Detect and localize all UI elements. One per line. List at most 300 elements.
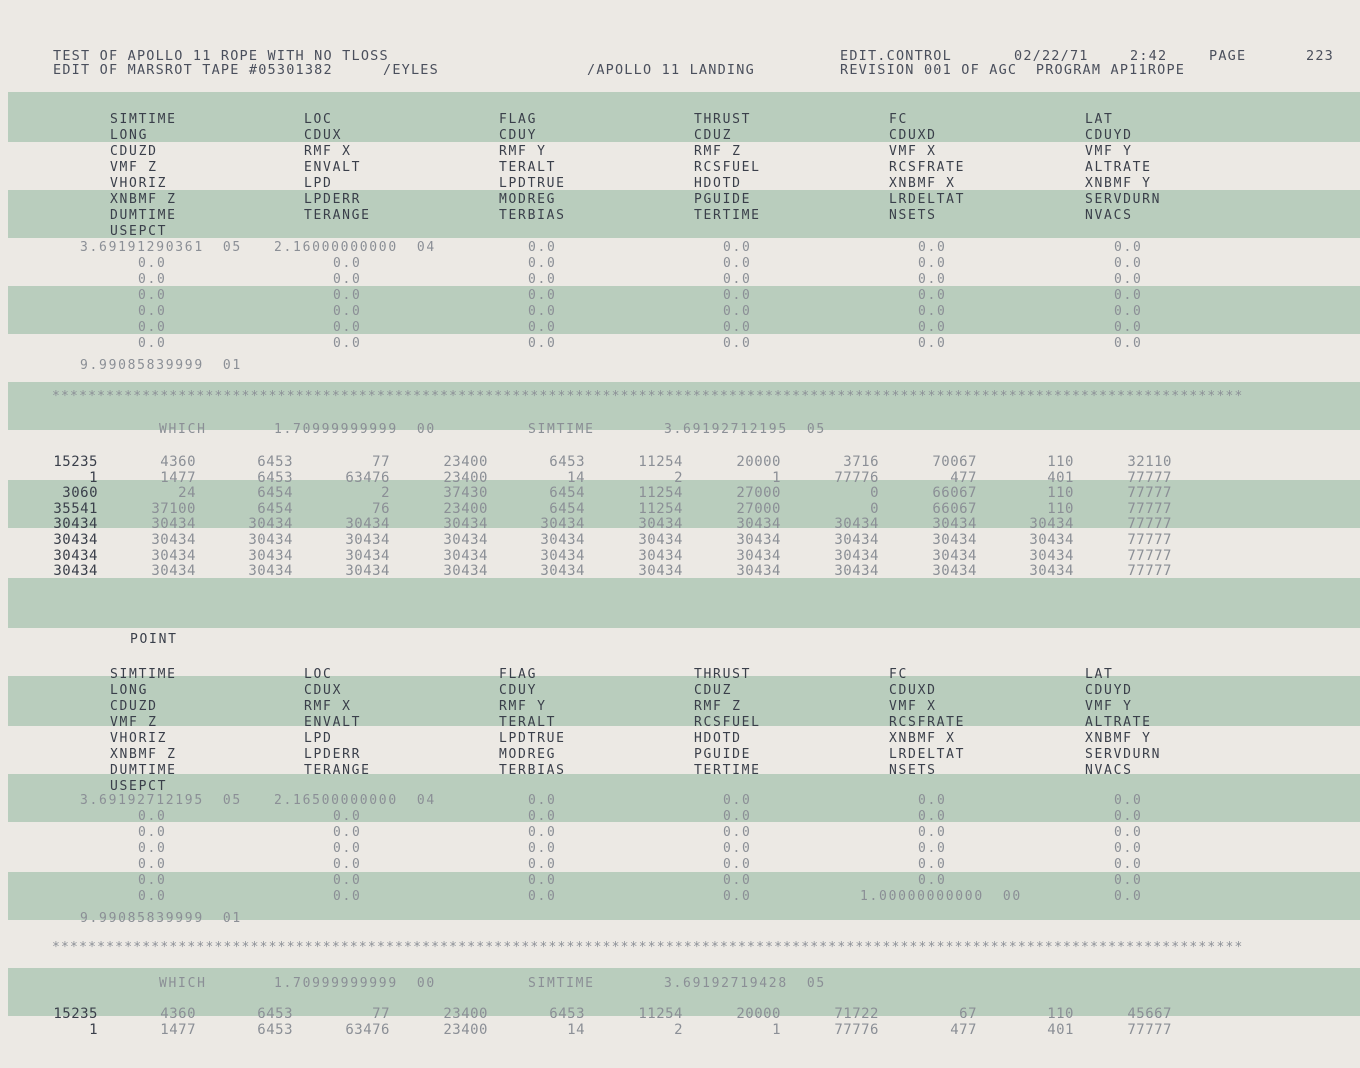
octal-cell: 11254: [638, 485, 683, 502]
value-zero: 0.0: [1114, 873, 1143, 888]
value-zero: 0.0: [723, 320, 752, 335]
value-zero: 0.0: [918, 256, 947, 271]
simtime-label: SIMTIME: [528, 422, 595, 437]
variable-name: LONG: [110, 683, 149, 698]
octal-cell: 23400: [443, 1006, 488, 1022]
value-zero: 0.0: [918, 809, 947, 824]
octal-cell: 30434: [345, 532, 390, 548]
value-zero: 0.0: [333, 336, 362, 351]
variable-name: LONG: [110, 128, 149, 143]
value-zero: 0.0: [138, 304, 167, 319]
octal-cell: 77777: [1127, 516, 1172, 533]
value-loc: 2.16500000000 04: [274, 793, 436, 808]
variable-name: CDUZD: [110, 699, 158, 714]
value-zero: 0.0: [138, 857, 167, 872]
octal-cell: 77777: [1127, 563, 1172, 580]
variable-name: LPDERR: [304, 747, 362, 762]
octal-cell: 77776: [834, 469, 879, 486]
variable-name: THRUST: [694, 112, 752, 127]
octal-cell: 30434: [736, 563, 781, 580]
variable-name: CDUXD: [889, 128, 937, 143]
octal-cell: 11254: [638, 500, 683, 517]
variable-name: ALTRATE: [1085, 715, 1152, 730]
variable-name: VMF Z: [110, 715, 158, 730]
header-page-label: PAGE: [1209, 48, 1247, 64]
variable-name: RMF X: [304, 699, 352, 714]
value-zero: 0.0: [528, 304, 557, 319]
variable-name: VMF X: [889, 144, 937, 159]
octal-cell: 30434: [53, 516, 98, 533]
variable-name: CDUY: [499, 683, 538, 698]
value-zero: 0.0: [723, 336, 752, 351]
value-zero: 0.0: [528, 336, 557, 351]
value-zero: 0.0: [918, 288, 947, 303]
octal-cell: 77777: [1127, 1021, 1172, 1038]
variable-name: FLAG: [499, 112, 538, 127]
value-zero: 0.0: [138, 272, 167, 287]
paper-band: [8, 286, 1360, 334]
octal-cell: 20000: [736, 1006, 781, 1022]
header-revision: REVISION 001 OF AGC PROGRAM AP11ROPE: [840, 62, 1186, 78]
variable-name: LOC: [304, 112, 333, 127]
octal-cell: 30434: [248, 532, 293, 548]
value-zero: 0.0: [918, 336, 947, 351]
octal-cell: 401: [1047, 469, 1074, 486]
octal-cell: 30434: [932, 532, 977, 548]
value-zero: 0.0: [723, 889, 752, 904]
variable-name: RCSFRATE: [889, 715, 966, 730]
octal-cell: 30434: [151, 547, 196, 564]
value-zero: 0.0: [723, 825, 752, 840]
octal-cell: 30434: [345, 547, 390, 564]
paper-band: [8, 578, 1360, 628]
octal-cell: 35541: [53, 500, 98, 517]
variable-name: LPDERR: [304, 192, 362, 207]
octal-cell: 30434: [736, 547, 781, 564]
octal-cell: 6453: [257, 1021, 293, 1038]
octal-cell: 30434: [1029, 563, 1074, 580]
variable-name: CDUX: [304, 683, 343, 698]
variable-name: SERVDURN: [1085, 747, 1162, 762]
octal-cell: 6454: [257, 500, 293, 517]
value-zero: 0.0: [333, 841, 362, 856]
octal-cell: 66067: [932, 500, 977, 517]
value-zero: 0.0: [1114, 857, 1143, 872]
variable-name: NSETS: [889, 763, 937, 778]
variable-name: TERTIME: [694, 763, 761, 778]
octal-cell: 3716: [843, 454, 879, 470]
value-zero: 0.0: [528, 809, 557, 824]
value-simtime: 3.69191290361 05: [80, 240, 242, 255]
variable-name: CDUZ: [694, 683, 733, 698]
octal-cell: 67: [959, 1006, 977, 1022]
octal-cell: 63476: [345, 1021, 390, 1038]
header-author: /EYLES: [383, 62, 439, 78]
variable-name: VHORIZ: [110, 176, 168, 191]
octal-cell: 30434: [736, 532, 781, 548]
value-zero: 0.0: [723, 288, 752, 303]
value-zero: 0.0: [528, 272, 557, 287]
octal-cell: 30434: [932, 563, 977, 580]
octal-cell: 30434: [248, 563, 293, 580]
variable-name: RMF Z: [694, 144, 742, 159]
header-title: TEST OF APOLLO 11 ROPE WITH NO TLOSS: [53, 48, 389, 64]
value-usepct: 9.99085839999 01: [80, 358, 242, 373]
octal-cell: 1477: [160, 469, 196, 486]
variable-name: DUMTIME: [110, 208, 177, 223]
octal-cell: 30434: [1029, 532, 1074, 548]
variable-name: FC: [889, 667, 909, 682]
value-zero: 0.0: [138, 288, 167, 303]
variable-name: THRUST: [694, 667, 752, 682]
value-zero: 0.0: [723, 240, 752, 255]
value-zero: 0.0: [918, 873, 947, 888]
variable-name: NSETS: [889, 208, 937, 223]
octal-cell: 30434: [443, 563, 488, 580]
value-zero: 0.0: [333, 873, 362, 888]
octal-cell: 30434: [443, 516, 488, 533]
value-zero: 0.0: [138, 320, 167, 335]
octal-cell: 30434: [540, 516, 585, 533]
variable-name: USEPCT: [110, 779, 168, 794]
octal-cell: 30434: [638, 516, 683, 533]
variable-name: FLAG: [499, 667, 538, 682]
variable-name: ENVALT: [304, 160, 362, 175]
octal-cell: 76: [372, 500, 390, 517]
variable-name: TERANGE: [304, 208, 371, 223]
octal-cell: 30434: [834, 516, 879, 533]
octal-cell: 30434: [53, 532, 98, 548]
variable-name: ENVALT: [304, 715, 362, 730]
octal-cell: 6454: [257, 485, 293, 502]
variable-name: XNBMF X: [889, 731, 956, 746]
octal-cell: 45667: [1127, 1006, 1172, 1022]
octal-cell: 30434: [540, 547, 585, 564]
header-time: 2:42: [1130, 48, 1168, 64]
value-zero: 0.0: [918, 857, 947, 872]
octal-cell: 2: [674, 1021, 683, 1038]
variable-name: TERBIAS: [499, 208, 566, 223]
octal-cell: 77777: [1127, 500, 1172, 517]
variable-name: CDUZD: [110, 144, 158, 159]
octal-cell: 30434: [151, 563, 196, 580]
octal-cell: 6454: [549, 500, 585, 517]
octal-cell: 77777: [1127, 532, 1172, 548]
variable-name: CDUZ: [694, 128, 733, 143]
value-zero: 0.0: [333, 320, 362, 335]
octal-cell: 30434: [932, 516, 977, 533]
value-zero: 0.0: [918, 825, 947, 840]
octal-cell: 1477: [160, 1021, 196, 1038]
variable-name: RMF Y: [499, 144, 547, 159]
value-zero: 0.0: [528, 320, 557, 335]
octal-cell: 77: [372, 454, 390, 470]
value-zero: 0.0: [1114, 288, 1143, 303]
variable-name: VHORIZ: [110, 731, 168, 746]
value-zero: 0.0: [138, 873, 167, 888]
value-zero: 0.0: [333, 288, 362, 303]
octal-cell: 30434: [248, 547, 293, 564]
octal-cell: 4360: [160, 1006, 196, 1022]
octal-cell: 30434: [736, 516, 781, 533]
octal-cell: 30434: [932, 547, 977, 564]
variable-name: CDUYD: [1085, 683, 1133, 698]
variable-name: RMF Y: [499, 699, 547, 714]
value-zero: 0.0: [1114, 320, 1143, 335]
octal-cell: 77: [372, 1006, 390, 1022]
paper-band: [8, 92, 1360, 142]
octal-cell: 70067: [932, 454, 977, 470]
value-zero: 0.0: [138, 825, 167, 840]
value-zero: 0.0: [918, 793, 947, 808]
value-zero: 0.0: [333, 809, 362, 824]
value-zero: 0.0: [528, 841, 557, 856]
value-zero: 0.0: [918, 240, 947, 255]
octal-cell: 30434: [540, 563, 585, 580]
octal-cell: 30434: [638, 532, 683, 548]
variable-name: LOC: [304, 667, 333, 682]
value-zero: 0.0: [528, 288, 557, 303]
octal-cell: 37430: [443, 485, 488, 502]
variable-name: CDUXD: [889, 683, 937, 698]
value-zero: 0.0: [723, 793, 752, 808]
variable-name: CDUY: [499, 128, 538, 143]
variable-name: RCSFUEL: [694, 160, 761, 175]
which-label: WHICH: [159, 422, 207, 437]
which-label: WHICH: [159, 976, 207, 991]
simtime-value: 3.69192719428 05: [664, 976, 826, 991]
octal-cell: 11254: [638, 1006, 683, 1022]
octal-cell: 30434: [1029, 516, 1074, 533]
octal-cell: 71722: [834, 1006, 879, 1022]
octal-cell: 24: [178, 485, 196, 502]
value-fc: 1.00000000000 00: [860, 889, 1022, 904]
header-date: 02/22/71: [1014, 48, 1089, 64]
variable-name: VMF X: [889, 699, 937, 714]
variable-name: PGUIDE: [694, 192, 752, 207]
octal-cell: 477: [950, 469, 977, 486]
value-zero: 0.0: [333, 256, 362, 271]
octal-cell: 77777: [1127, 469, 1172, 486]
value-zero: 0.0: [1114, 272, 1143, 287]
point-label: POINT: [130, 632, 178, 647]
variable-name: SIMTIME: [110, 112, 177, 127]
octal-cell: 4360: [160, 454, 196, 470]
octal-cell: 30434: [53, 563, 98, 580]
variable-name: SIMTIME: [110, 667, 177, 682]
value-zero: 0.0: [1114, 336, 1143, 351]
variable-name: VMF Z: [110, 160, 158, 175]
octal-cell: 30434: [443, 532, 488, 548]
header-edit-control: EDIT.CONTROL: [840, 48, 952, 64]
value-zero: 0.0: [528, 857, 557, 872]
value-zero: 0.0: [528, 873, 557, 888]
octal-cell: 30434: [151, 532, 196, 548]
value-zero: 0.0: [528, 793, 557, 808]
octal-cell: 30434: [638, 563, 683, 580]
asterisk-separator: ************************************************************************************************************************************: [52, 940, 1244, 955]
variable-name: VMF Y: [1085, 144, 1133, 159]
octal-cell: 110: [1047, 500, 1074, 517]
variable-name: TERALT: [499, 715, 557, 730]
variable-name: RCSFRATE: [889, 160, 966, 175]
octal-cell: 30434: [53, 547, 98, 564]
variable-name: RMF X: [304, 144, 352, 159]
octal-cell: 27000: [736, 500, 781, 517]
variable-name: SERVDURN: [1085, 192, 1162, 207]
octal-cell: 77776: [834, 1021, 879, 1038]
octal-cell: 477: [950, 1021, 977, 1038]
octal-cell: 30434: [248, 516, 293, 533]
value-zero: 0.0: [1114, 256, 1143, 271]
variable-name: NVACS: [1085, 208, 1133, 223]
value-zero: 0.0: [723, 857, 752, 872]
octal-cell: 27000: [736, 485, 781, 502]
variable-name: HDOTD: [694, 176, 742, 191]
octal-cell: 11254: [638, 454, 683, 470]
octal-cell: 0: [870, 485, 879, 502]
octal-cell: 1: [772, 1021, 781, 1038]
octal-cell: 30434: [443, 547, 488, 564]
octal-cell: 30434: [834, 563, 879, 580]
octal-cell: 6453: [549, 1006, 585, 1022]
octal-cell: 1: [89, 1021, 98, 1038]
header-page-number: 223: [1306, 48, 1334, 64]
variable-name: TERBIAS: [499, 763, 566, 778]
octal-cell: 6453: [257, 469, 293, 486]
value-zero: 0.0: [918, 320, 947, 335]
value-zero: 0.0: [723, 841, 752, 856]
octal-cell: 23400: [443, 500, 488, 517]
paper-band: [8, 676, 1360, 726]
value-zero: 0.0: [723, 256, 752, 271]
value-zero: 0.0: [1114, 825, 1143, 840]
value-zero: 0.0: [138, 256, 167, 271]
octal-cell: 66067: [932, 485, 977, 502]
octal-cell: 1: [772, 469, 781, 486]
octal-cell: 0: [870, 500, 879, 517]
value-zero: 0.0: [918, 841, 947, 856]
value-zero: 0.0: [1114, 809, 1143, 824]
octal-cell: 30434: [151, 516, 196, 533]
variable-name: MODREG: [499, 192, 557, 207]
variable-name: XNBMF Z: [110, 747, 177, 762]
asterisk-separator: ************************************************************************************************************************************: [52, 389, 1244, 404]
variable-name: LAT: [1085, 112, 1114, 127]
octal-cell: 30434: [638, 547, 683, 564]
variable-name: LPD: [304, 731, 333, 746]
variable-name: MODREG: [499, 747, 557, 762]
octal-cell: 1: [89, 469, 98, 486]
value-zero: 0.0: [138, 841, 167, 856]
octal-cell: 110: [1047, 485, 1074, 502]
variable-name: LPDTRUE: [499, 731, 566, 746]
value-zero: 0.0: [528, 256, 557, 271]
octal-cell: 110: [1047, 1006, 1074, 1022]
which-value: 1.70999999999 00: [274, 976, 436, 991]
value-zero: 0.0: [138, 336, 167, 351]
variable-name: XNBMF Y: [1085, 731, 1152, 746]
variable-name: RMF Z: [694, 699, 742, 714]
value-zero: 0.0: [528, 240, 557, 255]
octal-cell: 3060: [62, 485, 98, 502]
octal-cell: 6453: [257, 1006, 293, 1022]
octal-cell: 15235: [53, 454, 98, 470]
octal-cell: 30434: [834, 532, 879, 548]
variable-name: TERALT: [499, 160, 557, 175]
variable-name: ALTRATE: [1085, 160, 1152, 175]
octal-cell: 110: [1047, 454, 1074, 470]
value-zero: 0.0: [528, 825, 557, 840]
octal-cell: 32110: [1127, 454, 1172, 470]
value-zero: 0.0: [333, 857, 362, 872]
header-subtitle: EDIT OF MARSROT TAPE #05301382: [53, 62, 333, 78]
value-zero: 0.0: [333, 889, 362, 904]
variable-name: HDOTD: [694, 731, 742, 746]
variable-name: XNBMF X: [889, 176, 956, 191]
variable-name: LRDELTAT: [889, 747, 966, 762]
octal-cell: 14: [567, 469, 585, 486]
value-loc: 2.16000000000 04: [274, 240, 436, 255]
octal-cell: 2: [674, 469, 683, 486]
simtime-value: 3.69192712195 05: [664, 422, 826, 437]
value-zero: 0.0: [723, 304, 752, 319]
which-value: 1.70999999999 00: [274, 422, 436, 437]
value-zero: 0.0: [1114, 793, 1143, 808]
variable-name: TERANGE: [304, 763, 371, 778]
variable-name: CDUYD: [1085, 128, 1133, 143]
header-center-title: /APOLLO 11 LANDING: [587, 62, 755, 78]
octal-cell: 30434: [1029, 547, 1074, 564]
value-zero: 0.0: [528, 889, 557, 904]
octal-cell: 77777: [1127, 485, 1172, 502]
octal-cell: 23400: [443, 469, 488, 486]
simtime-label: SIMTIME: [528, 976, 595, 991]
octal-cell: 14: [567, 1021, 585, 1038]
octal-cell: 2: [381, 485, 390, 502]
octal-cell: 30434: [834, 547, 879, 564]
octal-cell: 77777: [1127, 547, 1172, 564]
value-zero: 0.0: [1114, 889, 1143, 904]
variable-name: LAT: [1085, 667, 1114, 682]
value-zero: 0.0: [333, 825, 362, 840]
value-usepct: 9.99085839999 01: [80, 911, 242, 926]
value-zero: 0.0: [723, 272, 752, 287]
value-zero: 0.0: [333, 272, 362, 287]
variable-name: NVACS: [1085, 763, 1133, 778]
variable-name: LPD: [304, 176, 333, 191]
value-simtime: 3.69192712195 05: [80, 793, 242, 808]
octal-cell: 20000: [736, 454, 781, 470]
variable-name: PGUIDE: [694, 747, 752, 762]
octal-cell: 15235: [53, 1006, 98, 1022]
value-zero: 0.0: [138, 809, 167, 824]
octal-cell: 30434: [345, 563, 390, 580]
variable-name: RCSFUEL: [694, 715, 761, 730]
value-zero: 0.0: [723, 873, 752, 888]
variable-name: VMF Y: [1085, 699, 1133, 714]
value-zero: 0.0: [1114, 240, 1143, 255]
variable-name: LRDELTAT: [889, 192, 966, 207]
value-zero: 0.0: [918, 304, 947, 319]
value-zero: 0.0: [918, 272, 947, 287]
octal-cell: 401: [1047, 1021, 1074, 1038]
value-zero: 0.0: [1114, 304, 1143, 319]
octal-cell: 6454: [549, 485, 585, 502]
octal-cell: 6453: [549, 454, 585, 470]
variable-name: CDUX: [304, 128, 343, 143]
octal-cell: 63476: [345, 469, 390, 486]
